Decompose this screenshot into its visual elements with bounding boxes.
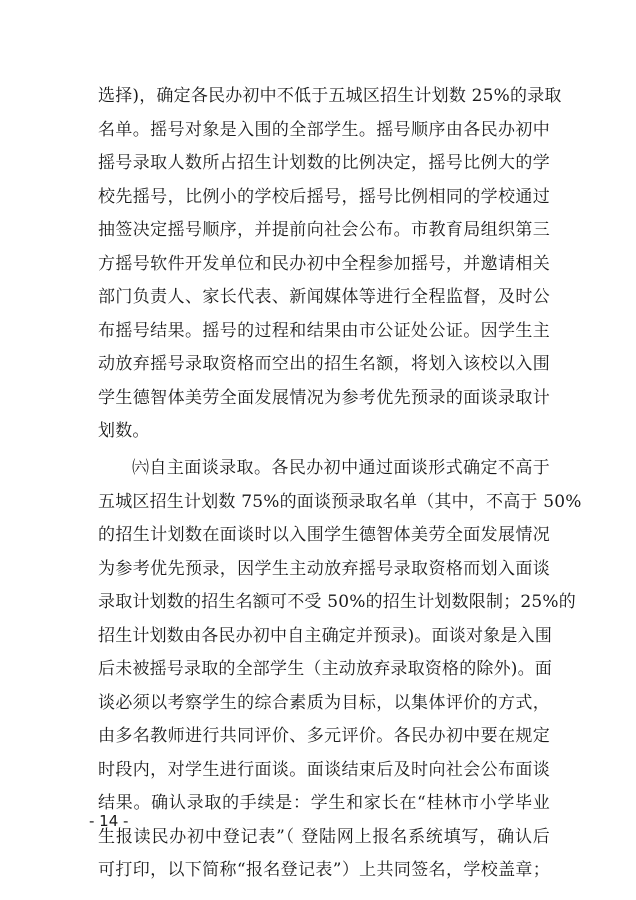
text-line: 校先摇号，比例小的学校后摇号，摇号比例相同的学校通过: [98, 186, 550, 207]
paragraph-interview: [98, 452, 582, 888]
text-line: 录取计划数的招生名额可不受 50%的招生计划数限制；25%的: [98, 592, 576, 612]
text-line: 选择)，确定各民办初中不低于五城区招生计划数 25%的录取: [98, 86, 562, 106]
paragraph-lottery: [98, 80, 562, 449]
text-line: 为参考优先预录，因学生主动放弃摇号录取资格而划入面谈: [98, 558, 550, 579]
text-line: 划数。: [98, 421, 150, 441]
page-number: - 14 -: [89, 812, 129, 830]
section-heading-line: ㈥自主面谈录取。各民办初中通过面谈形式确定不高于: [132, 458, 550, 478]
text-line: 部门负责人、家长代表、新闻媒体等进行全程监督，及时公: [98, 287, 550, 307]
text-line: 名单。摇号对象是入围的全部学生。摇号顺序由各民办初中: [98, 119, 550, 140]
text-line: 后未被摇号录取的全部学生（主动放弃录取资格的除外)。面: [98, 659, 553, 679]
text-line: 谈必须以考察学生的综合素质为目标，以集体评价的方式，: [98, 692, 550, 713]
text-line: 五城区招生计划数 75%的面谈预录取名单（其中，不高于 50%: [98, 491, 582, 512]
text-line: 可打印，以下简称“报名登记表”）上共同签名，学校盖章；: [98, 860, 550, 880]
text-line: 的招生计划数在面谈时以入围学生德智体美劳全面发展情况: [98, 525, 550, 545]
text-line: 生报读民办初中登记表”（ 登陆网上报名系统填写，确认后: [98, 826, 550, 847]
text-line: 动放弃摇号录取资格而空出的招生名额，将划入该校以入围: [98, 354, 550, 374]
text-line: 摇号录取人数所占招生计划数的比例决定，摇号比例大的学: [98, 153, 550, 173]
text-line: 学生德智体美劳全面发展情况为参考优先预录的面谈录取计: [98, 387, 550, 408]
text-line: 布摇号结果。摇号的过程和结果由市公证处公证。因学生主: [98, 320, 550, 341]
text-line: 时段内，对学生进行面谈。面谈结束后及时向社会公布面谈: [98, 759, 550, 780]
text-line: 方摇号软件开发单位和民办初中全程参加摇号，并邀请相关: [98, 253, 550, 274]
text-line: 由多名教师进行共同评价、多元评价。各民办初中要在规定: [98, 726, 550, 746]
text-line: 招生计划数由各民办初中自主确定并预录)。面谈对象是入围: [98, 625, 553, 646]
text-line: 抽签决定摇号顺序，并提前向社会公布。市教育局组织第三: [98, 220, 550, 240]
text-line: 结果。确认录取的手续是：学生和家长在“桂林市小学毕业: [98, 793, 550, 813]
